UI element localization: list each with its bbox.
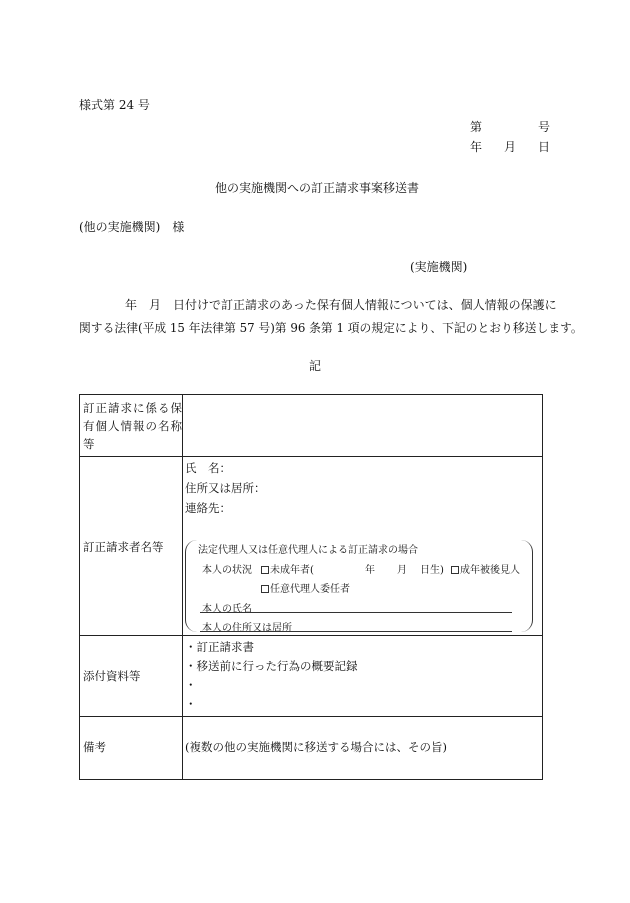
minor-checkbox[interactable] (261, 566, 269, 574)
adult-guardian-label: 成年被後見人 (460, 565, 520, 576)
voluntary-label: 任意代理人委任者 (270, 584, 350, 595)
minor-birth-year: 年 (365, 565, 375, 576)
doc-number-go: 号 (538, 120, 551, 134)
attachment-item: ・ (185, 697, 197, 711)
row-divider (80, 716, 542, 717)
row-divider (80, 635, 542, 636)
voluntary-option (261, 580, 350, 595)
voluntary-checkbox[interactable] (261, 585, 269, 593)
adult-guardian-option (451, 561, 520, 576)
principal-address-line (200, 631, 512, 632)
minor-birth-month: 月 (397, 565, 407, 576)
principal-name-line (200, 612, 512, 613)
ki-mark: 記 (309, 359, 322, 373)
form-number: 様式第 24 号 (79, 98, 150, 112)
date-year: 年 (470, 140, 483, 154)
table-column-divider (182, 395, 183, 779)
requester-address-field: 住所又は居所： (185, 481, 266, 495)
doc-number-dai: 第 (470, 120, 483, 134)
row3-label: 添付資料等 (83, 669, 141, 683)
requester-name-field: 氏 名： (185, 461, 231, 475)
proxy-heading: 法定代理人又は任意代理人による訂正請求の場合 (198, 545, 418, 556)
row1-label-line: 等 (83, 437, 95, 451)
body-line-1: 年 月 日付けで訂正請求のあった保有個人情報については、個人情報の保護に (125, 298, 557, 312)
date-month: 月 (504, 140, 517, 154)
attachment-item: ・ (185, 678, 197, 692)
sender: (実施機関) (410, 260, 468, 274)
body-line-2: 関する法律(平成 15 年法律第 57 号)第 96 条第 1 項の規定により、下記のとおり移送します。 (79, 321, 583, 335)
minor-birth-day: 日生) (420, 565, 444, 576)
adult-guardian-checkbox[interactable] (451, 566, 459, 574)
row1-label-line: 有個人情報の名称 (83, 419, 183, 433)
row4-label: 備考 (83, 740, 106, 754)
row1-label-line: 訂正請求に係る保 (83, 401, 183, 415)
row2-label: 訂正請求者名等 (83, 540, 164, 554)
attachment-item: ・移送前に行った行為の概要記録 (185, 659, 358, 673)
minor-label: 未成年者( (270, 565, 314, 576)
document-title: 他の実施機関への訂正請求事案移送書 (215, 181, 420, 195)
attachment-item: ・訂正請求書 (185, 640, 254, 654)
form-table (79, 394, 543, 780)
remarks-note: (複数の他の実施機関に移送する場合には、その旨) (185, 740, 447, 754)
requester-contact-field: 連絡先： (185, 501, 231, 515)
addressee: (他の実施機関) 様 (79, 220, 185, 234)
principal-name-label: 本人の氏名 (202, 604, 252, 615)
date-day: 日 (538, 140, 551, 154)
row-divider (80, 456, 542, 457)
proxy-minor-option (261, 561, 314, 576)
proxy-status-label: 本人の状況 (202, 565, 252, 576)
principal-address-label: 本人の住所又は居所 (202, 623, 292, 634)
